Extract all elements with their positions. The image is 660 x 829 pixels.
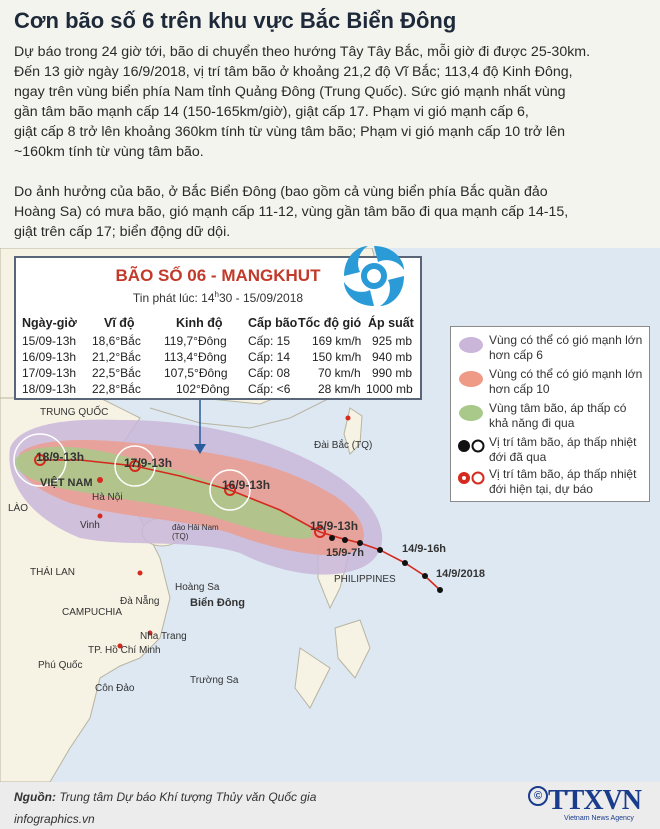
label-campuchia: CAMPUCHIA bbox=[62, 607, 123, 618]
map-legend bbox=[450, 326, 650, 502]
table-row bbox=[16, 350, 420, 366]
cell-level: Cấp: 15 bbox=[248, 334, 291, 348]
legend-swatch-purple bbox=[459, 337, 483, 353]
cell-speed: 150 km/h bbox=[312, 350, 362, 364]
cell-speed: 70 km/h bbox=[318, 366, 361, 380]
cell-date: 18/09-13h bbox=[22, 382, 77, 396]
source-label: Nguồn: bbox=[14, 790, 56, 804]
past-position-icon bbox=[455, 437, 487, 455]
cell-pressure: 940 mb bbox=[372, 350, 413, 364]
paragraph-line: gần tâm bão mạnh cấp 14 (150-165km/giờ), giật cấp 17. Phạm vi gió mạnh cấp 6, bbox=[14, 104, 529, 120]
label-hcm: TP. Hồ Chí Minh bbox=[88, 645, 161, 656]
cell-speed: 28 km/h bbox=[318, 382, 361, 396]
cell-lat: 18,6°Bắc bbox=[92, 334, 141, 348]
cell-lat: 22,8°Bắc bbox=[92, 382, 141, 396]
past-position-dot bbox=[342, 537, 348, 543]
label-viet-nam: VIỆT NAM bbox=[40, 477, 93, 489]
cell-level: Cấp: <6 bbox=[248, 382, 291, 396]
label-nha-trang: Nha Trang bbox=[140, 631, 187, 642]
paragraph-line: giật cấp 8 trở lên khoảng 360km tính từ vùng tâm bão; Phạm vi gió mạnh cấp 10 trở lên bbox=[14, 124, 565, 140]
cell-speed: 169 km/h bbox=[312, 334, 362, 348]
site-link[interactable]: infographics.vn bbox=[14, 812, 95, 826]
label-phu-quoc: Phú Quốc bbox=[38, 660, 83, 671]
forecast-paragraph-1 bbox=[14, 42, 650, 162]
label-philippines: PHILIPPINES bbox=[334, 574, 396, 585]
label-hai-nam: đảo Hải Nam (TQ) bbox=[172, 523, 219, 541]
past-position-dot bbox=[402, 560, 408, 566]
track-label-15-9-7h: 15/9-7h bbox=[326, 547, 364, 559]
copyright-icon: © bbox=[528, 786, 548, 806]
source-text: Trung tâm Dự báo Khí tượng Thủy văn Quốc gia bbox=[59, 790, 317, 804]
legend-text: Vị trí tâm bão, áp thấp nhiệt đới đã qua bbox=[489, 435, 637, 464]
legend-swatch-green bbox=[459, 405, 483, 421]
header-lon: Kinh độ bbox=[176, 316, 223, 330]
label-truong-sa: Trường Sa bbox=[190, 675, 239, 686]
header-speed: Tốc độ gió bbox=[298, 316, 362, 330]
header-lat: Vĩ độ bbox=[104, 316, 135, 330]
cell-date: 16/09-13h bbox=[22, 350, 77, 364]
cell-lat: 22,5°Bắc bbox=[92, 366, 141, 380]
label-ha-noi: Hà Nội bbox=[92, 492, 123, 503]
cell-lon: 102°Đông bbox=[176, 382, 230, 396]
table-row bbox=[16, 382, 420, 398]
cell-level: Cấp: 14 bbox=[248, 350, 291, 364]
label-lao: LÀO bbox=[8, 503, 29, 514]
city-dot-hanoi bbox=[97, 477, 103, 483]
legend-text: Vùng có thể có gió mạnh lớn hơn cấp 6 bbox=[489, 333, 643, 362]
storm-name: BÃO SỐ 06 - MANGKHUT bbox=[115, 266, 321, 285]
past-position-dot bbox=[377, 547, 383, 553]
table-row bbox=[16, 334, 420, 350]
city-dot-vinh bbox=[98, 514, 103, 519]
paragraph-line: giật trên cấp 17; biển động dữ dội. bbox=[14, 224, 231, 240]
track-label-16-9: 16/9-13h bbox=[222, 478, 271, 492]
header-level: Cấp bão bbox=[248, 316, 298, 330]
issued-prefix: Tin phát lúc: 14 bbox=[132, 291, 215, 305]
track-label-14-9-2018: 14/9/2018 bbox=[436, 568, 485, 580]
paragraph-line: Do ảnh hưởng của bão, ở Bắc Biển Đông (bao gồm cả vùng biển phía Bắc quần đảo bbox=[14, 184, 548, 200]
legend-text: Vùng tâm bão, áp thấp có khả năng đi qua bbox=[489, 401, 627, 430]
track-label-14-9-16h: 14/9-16h bbox=[402, 543, 447, 555]
header-pressure: Áp suất bbox=[368, 316, 414, 330]
paragraph-line: Hoàng Sa) có mưa bão, gió mạnh cấp 11-12, vùng gần tâm bão đi qua mạnh cấp 14-15, bbox=[14, 204, 569, 220]
legend-swatch-red bbox=[459, 371, 483, 387]
track-label-17-9: 17/9-13h bbox=[124, 456, 173, 470]
label-bien-dong: Biển Đông bbox=[190, 597, 245, 609]
cell-date: 15/09-13h bbox=[22, 334, 77, 348]
past-position-dot bbox=[357, 540, 363, 546]
paragraph-line: ngay trên vùng biển phía Nam tỉnh Quảng Đông (Trung Quốc). Sức gió mạnh nhất vùng bbox=[14, 84, 566, 100]
table-row bbox=[16, 366, 420, 382]
cell-pressure: 925 mb bbox=[372, 334, 413, 348]
label-hoang-sa: Hoàng Sa bbox=[175, 582, 220, 593]
past-position-dot bbox=[329, 535, 335, 541]
forecast-position-icon bbox=[455, 469, 487, 487]
city-dot-danang bbox=[138, 571, 143, 576]
cell-lon: 119,7°Đông bbox=[164, 334, 227, 348]
paragraph-line: Dự báo trong 24 giờ tới, bão di chuyển theo hướng Tây Tây Bắc, mỗi giờ đi được 25-30km. bbox=[14, 44, 591, 60]
storm-icon bbox=[338, 240, 410, 312]
past-position-dot bbox=[437, 587, 443, 593]
city-dot-taipei bbox=[346, 416, 351, 421]
issued-sup: h bbox=[214, 290, 219, 299]
past-position-dot bbox=[422, 573, 428, 579]
ttxvn-logo: TTXVN bbox=[548, 785, 642, 816]
paragraph-line: Đến 13 giờ ngày 16/9/2018, vị trí tâm bão ở khoảng 21,2 độ Vĩ Bắc; 113,4 độ Kinh Đông, bbox=[14, 64, 573, 80]
label-trung-quoc: TRUNG QUỐC bbox=[40, 407, 109, 418]
cell-lon: 113,4°Đông bbox=[164, 350, 227, 364]
header-date: Ngày-giờ bbox=[22, 316, 77, 330]
legend-text: Vị trí tâm bão, áp thấp nhiệt đới hiện tại, dự báo bbox=[489, 467, 637, 496]
cell-pressure: 1000 mb bbox=[366, 382, 413, 396]
ttxvn-logo-sub: Vietnam News Agency bbox=[564, 815, 634, 822]
source-line bbox=[14, 790, 316, 804]
issued-suffix: 30 - 15/09/2018 bbox=[218, 291, 304, 305]
cell-lon: 107,5°Đông bbox=[164, 366, 228, 380]
label-con-dao: Côn Đảo bbox=[95, 683, 135, 694]
page-title: Cơn bão số 6 trên khu vực Bắc Biển Đông bbox=[14, 8, 457, 33]
forecast-paragraph-2 bbox=[14, 182, 650, 242]
cell-pressure: 990 mb bbox=[372, 366, 413, 380]
track-label-18-9: 18/9-13h bbox=[36, 450, 85, 464]
label-da-nang: Đà Nẵng bbox=[120, 596, 160, 607]
legend-text: Vùng có thể có gió mạnh lớn hơn cấp 10 bbox=[489, 367, 643, 396]
paragraph-line: ~160km tính từ vùng tâm bão. bbox=[14, 144, 204, 160]
label-vinh: Vinh bbox=[80, 520, 100, 531]
cell-lat: 21,2°Bắc bbox=[92, 350, 141, 364]
label-dai-bac: Đài Bắc (TQ) bbox=[314, 440, 373, 451]
cell-level: Cấp: 08 bbox=[248, 366, 291, 380]
cell-date: 17/09-13h bbox=[22, 366, 77, 380]
track-label-15-9-13h: 15/9-13h bbox=[310, 519, 359, 533]
label-thai-lan: THÁI LAN bbox=[30, 567, 76, 578]
